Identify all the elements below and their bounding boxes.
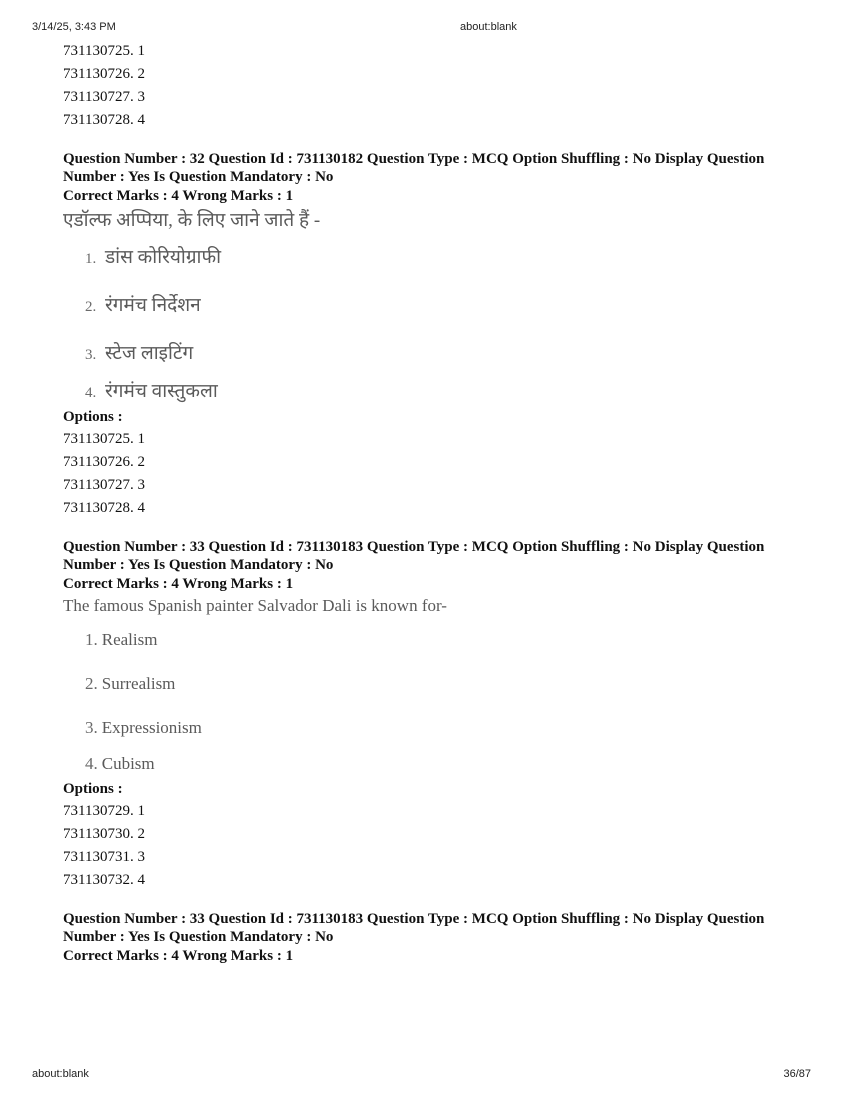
options-list (63, 428, 793, 520)
question-block-33 (63, 538, 793, 892)
option-item: 731130725. 1 (63, 431, 145, 447)
choice-number: 1. (85, 630, 98, 649)
options-list (63, 800, 793, 892)
choice-text: Realism (101, 630, 158, 649)
choice-number: 3. (85, 347, 97, 363)
choice-text: रंगमंच निर्देशन (105, 295, 201, 316)
page-number: 36/87 (783, 1068, 811, 1080)
option-item: 731130728. 4 (63, 112, 145, 128)
question-header (63, 538, 793, 574)
question-header-line2: Number : Yes Is Question Mandatory : No (63, 929, 334, 945)
choice-item (85, 282, 793, 330)
question-header (63, 910, 793, 946)
choice-number: 2. (85, 674, 98, 693)
question-block-32 (63, 150, 793, 520)
choice-item (85, 706, 793, 750)
choice-number: 4. (85, 385, 97, 401)
print-url: about:blank (460, 21, 517, 33)
question-block-33-next (63, 910, 793, 966)
choice-text: Expressionism (101, 718, 202, 737)
question-text: The famous Spanish painter Salvador Dali is known for- (63, 596, 447, 615)
choice-number: 1. (85, 251, 97, 267)
question-choices (63, 618, 793, 778)
choice-item (85, 618, 793, 662)
option-item: 731130727. 3 (63, 89, 145, 105)
choice-text: स्टेज लाइटिंग (105, 343, 194, 364)
question-header (63, 150, 793, 186)
choice-item (85, 330, 793, 378)
choice-number: 4. (85, 754, 98, 773)
footer-url: about:blank (32, 1068, 89, 1080)
document-body (63, 40, 793, 966)
choice-item (85, 750, 793, 778)
question-header-line2: Number : Yes Is Question Mandatory : No (63, 169, 334, 185)
question-marks: Correct Marks : 4 Wrong Marks : 1 (63, 188, 294, 204)
choice-item (85, 662, 793, 706)
option-item: 731130726. 2 (63, 454, 145, 470)
options-label: Options : (63, 781, 123, 797)
choice-text: रंगमंच वास्तुकला (105, 381, 218, 402)
option-item: 731130730. 2 (63, 826, 145, 842)
question-marks: Correct Marks : 4 Wrong Marks : 1 (63, 948, 294, 964)
option-item: 731130727. 3 (63, 477, 145, 493)
choice-text: डांस कोरियोग्राफी (105, 247, 222, 268)
choice-text: Surrealism (101, 674, 176, 693)
choice-number: 2. (85, 299, 97, 315)
choice-item (85, 234, 793, 282)
options-label: Options : (63, 409, 123, 425)
option-item: 731130725. 1 (63, 43, 145, 59)
question-header-line1: Question Number : 33 Question Id : 731130183 Question Type : MCQ Option Shuffling : No Display Question (63, 539, 765, 555)
option-item: 731130726. 2 (63, 66, 145, 82)
print-datetime: 3/14/25, 3:43 PM (32, 21, 116, 33)
question-header-line1: Question Number : 32 Question Id : 731130182 Question Type : MCQ Option Shuffling : No Display Question (63, 151, 765, 167)
question-header-line2: Number : Yes Is Question Mandatory : No (63, 557, 334, 573)
question-marks: Correct Marks : 4 Wrong Marks : 1 (63, 576, 294, 592)
option-item: 731130728. 4 (63, 500, 145, 516)
option-item: 731130731. 3 (63, 849, 145, 865)
choice-number: 3. (85, 718, 98, 737)
question-header-line1: Question Number : 33 Question Id : 731130183 Question Type : MCQ Option Shuffling : No Display Question (63, 911, 765, 927)
option-item: 731130729. 1 (63, 803, 145, 819)
choice-text: Cubism (101, 754, 155, 773)
question-text: एडॉल्फ अप्पिया, के लिए जाने जाते हैं - (63, 210, 321, 231)
choice-item (85, 378, 793, 406)
option-item: 731130732. 4 (63, 872, 145, 888)
question-choices (63, 234, 793, 406)
previous-options-list (63, 40, 793, 132)
